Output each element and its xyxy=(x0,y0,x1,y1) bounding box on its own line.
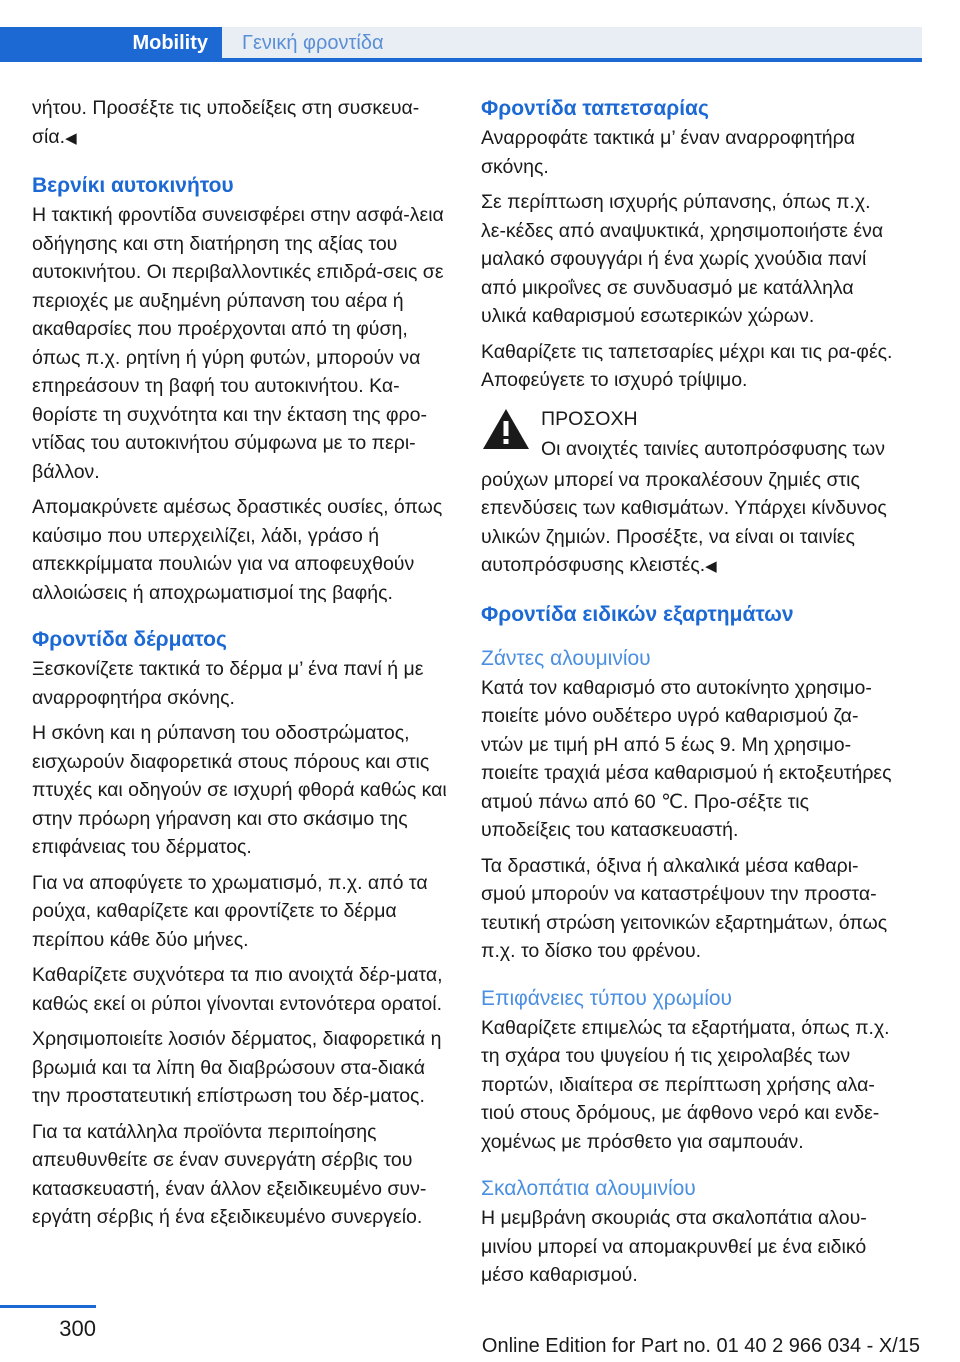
warning-triangle-icon xyxy=(481,407,531,451)
paragraph: Για τα κατάλληλα προϊόντα περιποίησης απευθυνθείτε σε έναν συνεργάτη σέρβις του κατασκευαστή, έναν άλλον εξειδικευμένο συν-εργάτη σέρβις ή ένα εξειδικευμένο συνεργείο. xyxy=(32,1120,427,1228)
paragraph: Σε περίπτωση ισχυρής ρύπανσης, όπως π.χ. λε-κέδες από αναψυκτικά, χρησιμοποιήστε ένα μαλακό σφουγγάρι ή ένα χωρίς χνούδια πανί από μικροΐνες σε συνδυασμό με κατάλληλα υλικά καθαρισμού εσωτερικών χώρων. xyxy=(481,191,884,327)
header-rule xyxy=(0,58,922,62)
paragraph: Η τακτική φροντίδα συνεισφέρει στην ασφά-λεια οδήγησης και στη διατήρηση της αξίας του αυτοκινήτου. Οι περιβαλλοντικές επιδρά-σεις σε περιοχές με αυξημένη ρύπανση του αέρα ή ακαθαρσίες που προέρχονται από τη φύση, όπως π.χ. ρητίνη ή γύρη φυτών, μπορούν να επηρεάσουν τη βαφή του αυτοκινήτου. Κα-θορίστε τη συχνότητα και την έκταση της φρο-ντίδας του αυτοκινήτου σύμφωνα με το περι-βάλλον. xyxy=(32,204,444,483)
left-column xyxy=(32,94,452,1239)
page-header xyxy=(0,0,960,62)
caution-text-body: ρούχων μπορεί να προκαλέσουν ζημιές στις επενδύσεις των καθισμάτων. Υπάρχει κίνδυνος υλικών ζημιών. Προσέξτε, να είναι οι ταινίες αυτοπρόσφυσης κλειστές. xyxy=(481,468,887,576)
heading-paint: Βερνίκι αυτοκινήτου xyxy=(32,174,234,197)
page-number-rule xyxy=(0,1305,96,1308)
paragraph: Καθαρίζετε επιμελώς τα εξαρτήματα, όπως π.χ. τη σχάρα του ψυγείου ή τις χειρολαβές των πορτών, ιδιαίτερα σε περίπτωση χρήσης αλα-τιού στους δρόμους, με άφθονο νερό και ενδε-χομένως με πρόσθετο για σαμπουάν. xyxy=(481,1016,890,1153)
section-tab: Γενική φροντίδα xyxy=(222,27,922,60)
paragraph: Τα δραστικά, όξινα ή αλκαλικά μέσα καθαρι-σμού μπορούν να καταστρέψουν την προστα-τευτική στρώση γειτονικών εξαρτημάτων, όπως π.χ. το δίσκο του φρένου. xyxy=(481,854,888,962)
caution-box xyxy=(481,405,897,582)
paragraph xyxy=(32,94,452,153)
caution-title: ΠΡΟΣΟΧΗ xyxy=(541,407,638,430)
heading-alloy-rims: Ζάντες αλουμινίου xyxy=(481,646,651,670)
end-mark-icon: ◀ xyxy=(65,129,77,147)
paragraph: Απομακρύνετε αμέσως δραστικές ουσίες, όπως καύσιμο που υπερχειλίζει, λάδι, γράσο ή απεκκρίμματα πουλιών για να αποφευχθούν αλλοιώσεις ή αποχρωματισμοί της βαφής. xyxy=(32,496,443,604)
paragraph: Η σκόνη και η ρύπανση του οδοστρώματος, εισχωρούν διαφορετικά στους πόρους και στις πτυχές και οδηγούν σε ισχυρή φθορά καθώς και στην πρόωρη γήρανση και στο σκάσιμο της επιφάνειας του δέρματος. xyxy=(32,722,447,858)
heading-leather: Φροντίδα δέρματος xyxy=(32,628,227,651)
heading-upholstery: Φροντίδα ταπετσαρίας xyxy=(481,97,709,120)
paragraph: Αναρροφάτε τακτικά μ’ έναν αναρροφητήρα σκόνης. xyxy=(481,127,856,178)
paragraph: Κατά τον καθαρισμό στο αυτοκίνητο χρησιμο-ποιείτε μόνο ουδέτερο υγρό καθαρισμού ζα-ντών με τιμή pH από 5 έως 9. Μη χρησιμο-ποιείτε τραχιά μέσα καθαρισμού ή εκτοξευτήρες ατμού πάνω από 60 ℃. Προ-σέξτε τις υποδείξεις του κατασκευαστή. xyxy=(481,676,892,841)
paragraph: Για να αποφύγετε το χρωματισμό, π.χ. από τα ρούχα, καθαρίζετε και φροντίζετε το δέρμα περίπου κάθε δύο μήνες. xyxy=(32,871,428,951)
heading-aluminium-steps: Σκαλοπάτια αλουμινίου xyxy=(481,1177,696,1200)
edition-footer: Online Edition for Part no. 01 40 2 966 034 - X/15 xyxy=(481,1335,920,1357)
paragraph-text: νήτου. Προσέξτε τις υποδείξεις στη συσκευα-σία. xyxy=(32,97,420,148)
caution-text-first-line: Οι ανοιχτές ταινίες αυτοπρόσφυσης των xyxy=(541,438,885,460)
paragraph: Η μεμβράνη σκουριάς στα σκαλοπάτια αλου-μινίου μπορεί να απομακρυνθεί με ένα ειδικό μέσο καθαρισμού. xyxy=(481,1207,867,1286)
paragraph: Καθαρίζετε συχνότερα τα πιο ανοιχτά δέρ-ματα, καθώς εκεί οι ρύποι γίνονται εντονότερα ορατοί. xyxy=(32,964,443,1015)
right-column xyxy=(481,94,897,1297)
heading-chrome: Επιφάνειες τύπου χρωμίου xyxy=(481,986,733,1010)
caution-text xyxy=(481,466,897,582)
heading-special-parts: Φροντίδα ειδικών εξαρτημάτων xyxy=(481,602,794,626)
page-number: 300 xyxy=(59,1316,96,1341)
paragraph: Καθαρίζετε τις ταπετσαρίες μέχρι και τις ρα-φές. Αποφεύγετε το ισχυρό τρίψιμο. xyxy=(481,340,893,391)
paragraph: Χρησιμοποιείτε λοσιόν δέρματος, διαφορετικά η βρωμιά και τα λίπη θα διαβρώσουν στα-διακά την προστατευτική επίστρωση του δέρ-ματος. xyxy=(32,1028,442,1107)
paragraph: Ξεσκονίζετε τακτικά το δέρμα μ’ ένα πανί ή με αναρροφητήρα σκόνης. xyxy=(32,658,424,709)
chapter-tab: Mobility xyxy=(0,27,222,60)
end-mark-icon: ◀ xyxy=(705,558,717,575)
